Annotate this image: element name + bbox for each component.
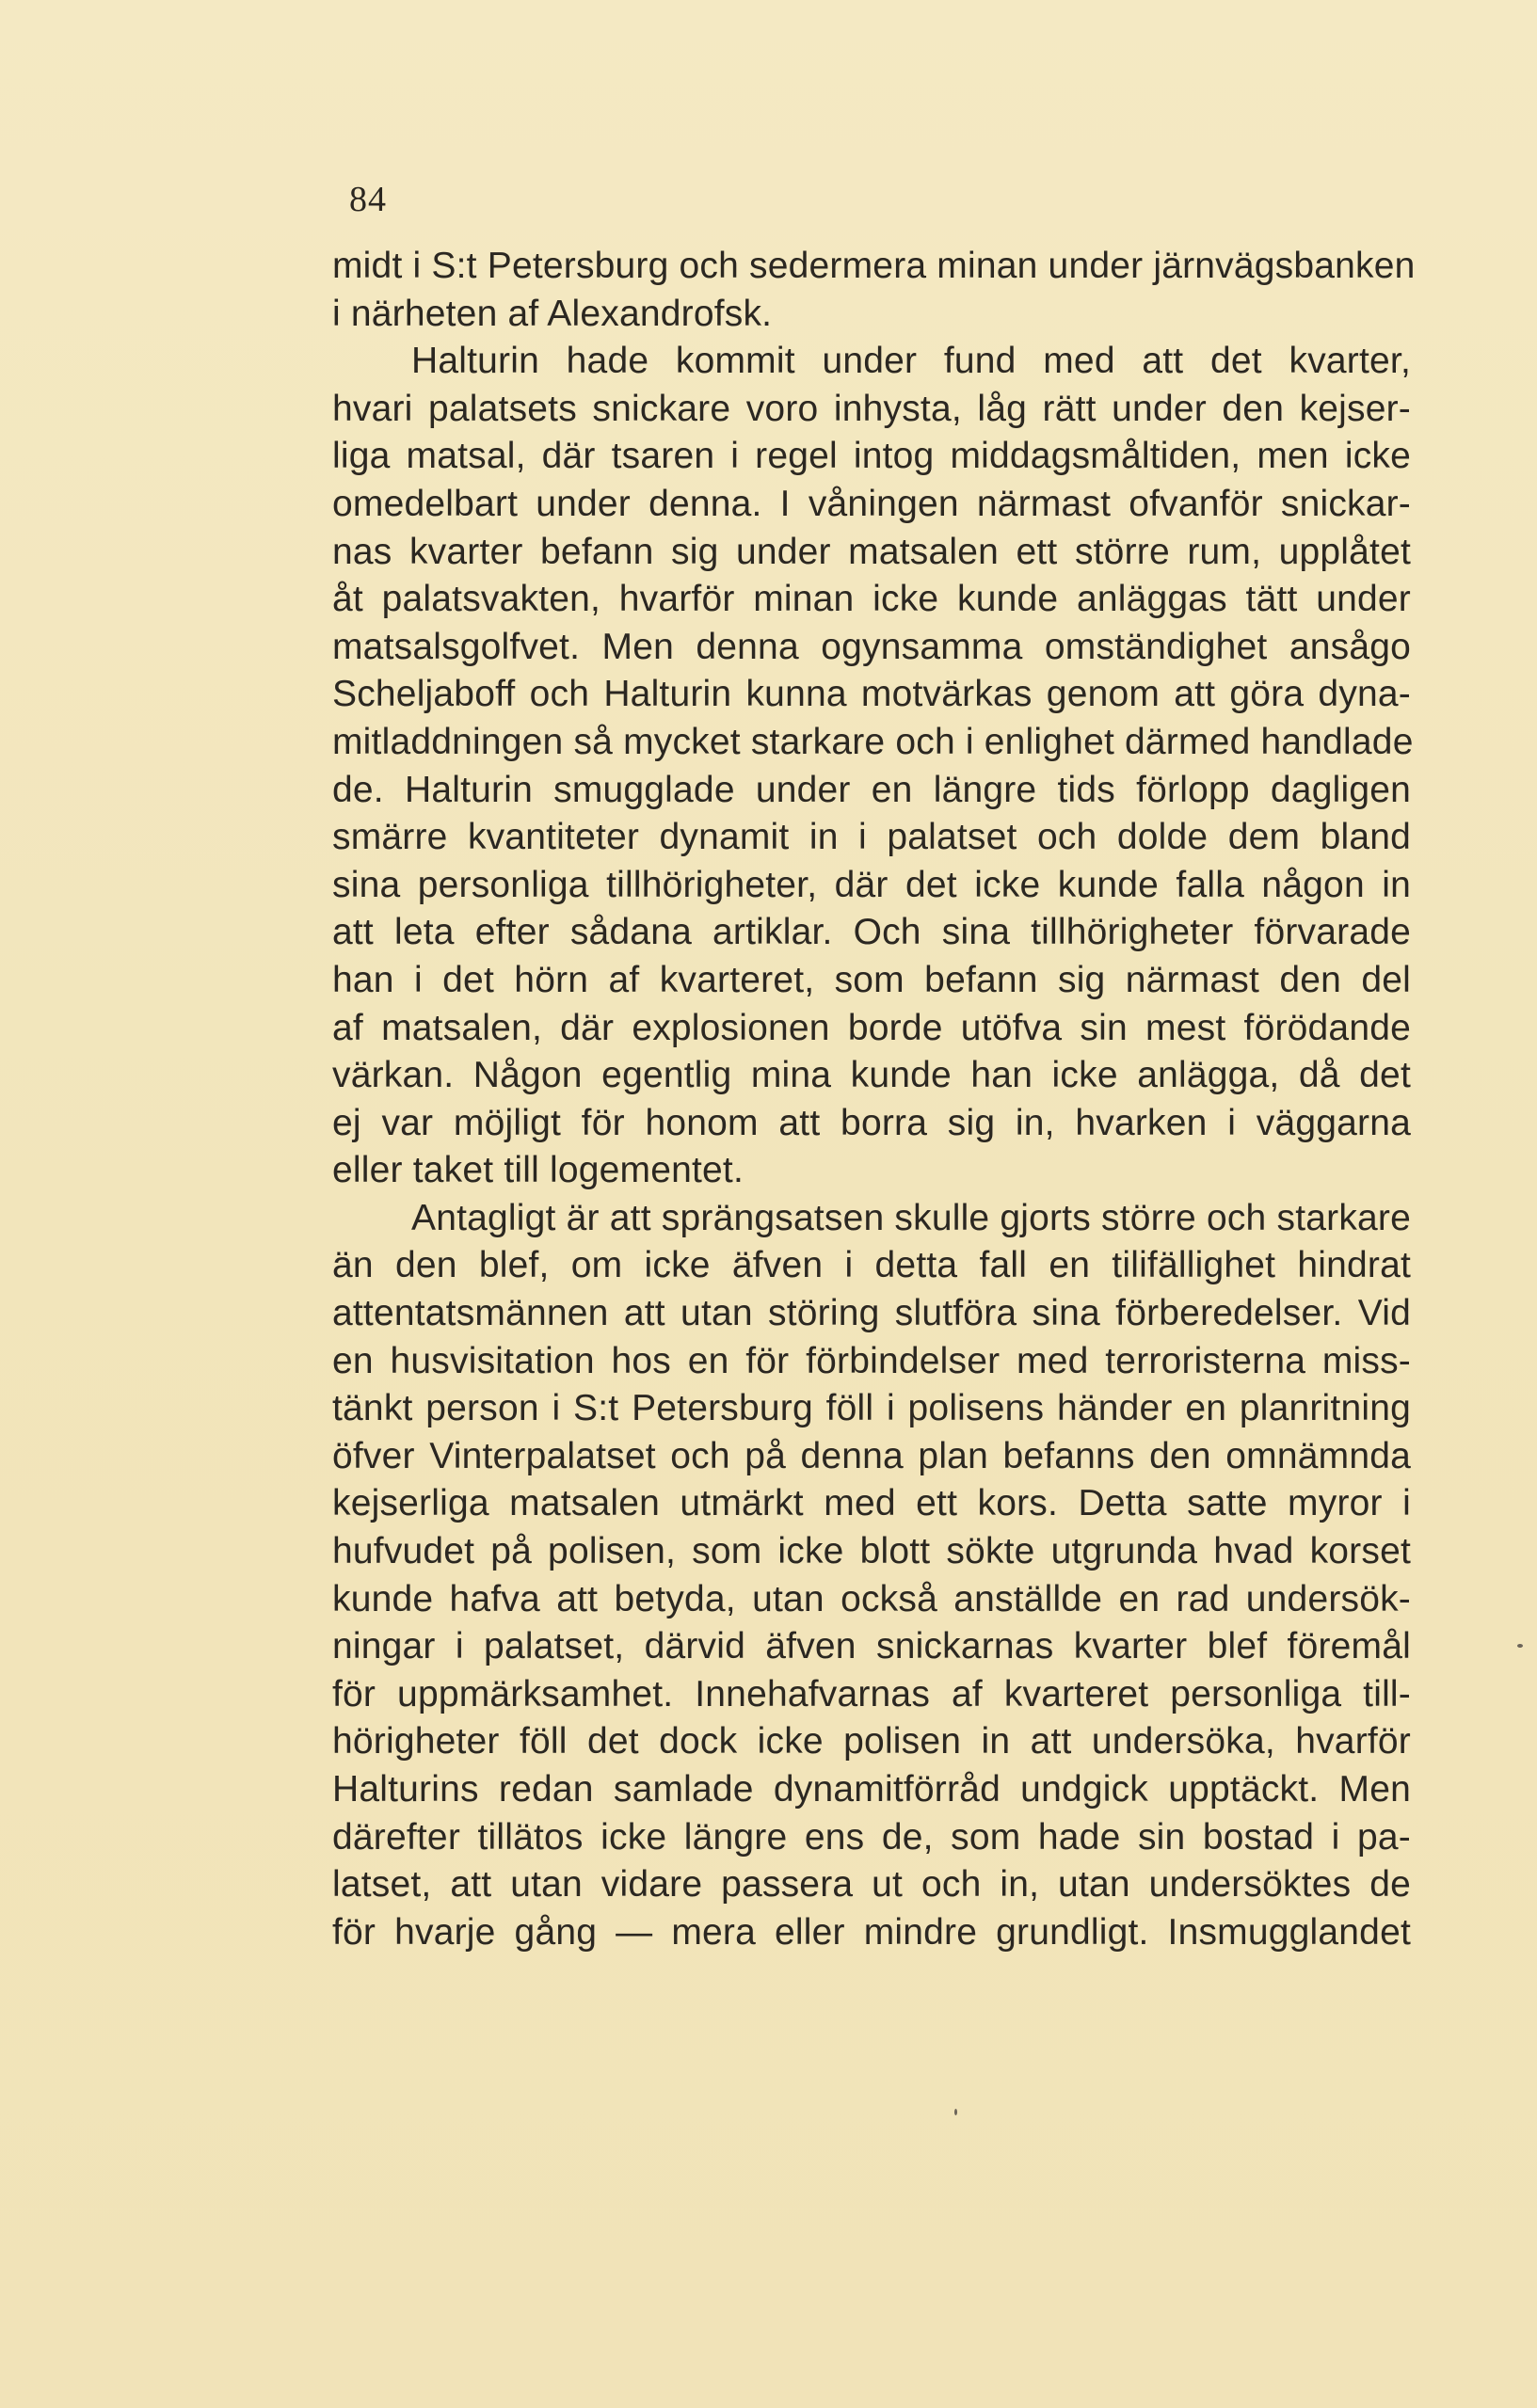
text-line: han i det hörn af kvarteret, som befann sig närmast den del bbox=[332, 959, 1411, 1000]
text-line: attentatsmännen att utan störing slutföra sina förberedelser. Vid bbox=[332, 1293, 1411, 1334]
text-line: än den blef, om icke äfven i detta fall en tilifällighet hindrat bbox=[332, 1245, 1411, 1286]
paper-speck bbox=[1517, 1644, 1523, 1648]
text-line: i närheten af Alexandrofsk. bbox=[332, 293, 773, 334]
text-line: nas kvarter befann sig under matsalen ett större rum, upplåtet bbox=[332, 531, 1411, 572]
text-line: öfver Vinterpalatset och på denna plan befanns den omnämnda bbox=[332, 1435, 1411, 1476]
text-line: hvari palatsets snickare voro inhysta, låg rätt under den kejser- bbox=[332, 388, 1411, 429]
paper-speck bbox=[954, 2109, 957, 2115]
text-line: matsalsgolfvet. Men denna ogynsamma omständighet ansågo bbox=[332, 626, 1411, 667]
text-line: att leta efter sådana artiklar. Och sina tillhörigheter förvarade bbox=[332, 912, 1411, 953]
text-line: värkan. Någon egentlig mina kunde han icke anlägga, då det bbox=[332, 1055, 1411, 1096]
text-line: midt i S:t Petersburg och sedermera minan under järnvägsbanken bbox=[332, 246, 1416, 286]
text-line: ningar i palatset, därvid äfven snickarnas kvarter blef föremål bbox=[332, 1626, 1411, 1667]
text-line: för uppmärksamhet. Innehafvarnas af kvarteret personliga till- bbox=[332, 1673, 1411, 1714]
text-line: en husvisitation hos en för förbindelser med terroristerna miss- bbox=[332, 1340, 1411, 1381]
text-line: smärre kvantiteter dynamit in i palatset och dolde dem bland bbox=[332, 817, 1411, 858]
text-line: Scheljaboff och Halturin kunna motvärkas genom att göra dyna- bbox=[332, 674, 1411, 715]
body-text bbox=[332, 243, 1416, 1956]
text-line: Halturin hade kommit under fund med att det kvarter, bbox=[411, 341, 1411, 382]
text-line: eller taket till logementet. bbox=[332, 1150, 744, 1191]
text-line: omedelbart under denna. I våningen närmast ofvanför snickar- bbox=[332, 483, 1411, 524]
text-line: hörigheter föll det dock icke polisen in att undersöka, hvarför bbox=[332, 1721, 1411, 1762]
text-line: kunde hafva att betyda, utan också anställde en rad undersök- bbox=[332, 1578, 1411, 1619]
text-line: af matsalen, där explosionen borde utöfva sin mest förödande bbox=[332, 1007, 1411, 1048]
text-line: tänkt person i S:t Petersburg föll i polisens händer en planritning bbox=[332, 1388, 1411, 1429]
text-line: latset, att utan vidare passera ut och in, utan undersöktes de bbox=[332, 1864, 1411, 1906]
text-line: ej var möjligt för honom att borra sig in, hvarken i väggarna bbox=[332, 1102, 1411, 1143]
text-line: de. Halturin smugglade under en längre tids förlopp dagligen bbox=[332, 769, 1411, 810]
text-line: för hvarje gång — mera eller mindre grundligt. Insmugglandet bbox=[332, 1911, 1411, 1953]
text-line: därefter tillätos icke längre ens de, som hade sin bostad i pa- bbox=[332, 1816, 1411, 1858]
text-line: liga matsal, där tsaren i regel intog middagsmåltiden, men icke bbox=[332, 436, 1411, 477]
text-line: mitladdningen så mycket starkare och i enlighet därmed handlade bbox=[332, 721, 1414, 762]
text-line: sina personliga tillhörigheter, där det icke kunde falla någon in bbox=[332, 864, 1411, 905]
text-line: Antagligt är att sprängsatsen skulle gjorts större och starkare bbox=[411, 1197, 1411, 1238]
text-line: Halturins redan samlade dynamitförråd undgick upptäckt. Men bbox=[332, 1769, 1411, 1810]
text-line: åt palatsvakten, hvarför minan icke kunde anläggas tätt under bbox=[332, 579, 1411, 620]
text-line: kejserliga matsalen utmärkt med ett kors. Detta satte myror i bbox=[332, 1483, 1411, 1524]
page-number: 84 bbox=[349, 180, 387, 219]
text-line: hufvudet på polisen, som icke blott sökte utgrunda hvad korset bbox=[332, 1531, 1411, 1572]
